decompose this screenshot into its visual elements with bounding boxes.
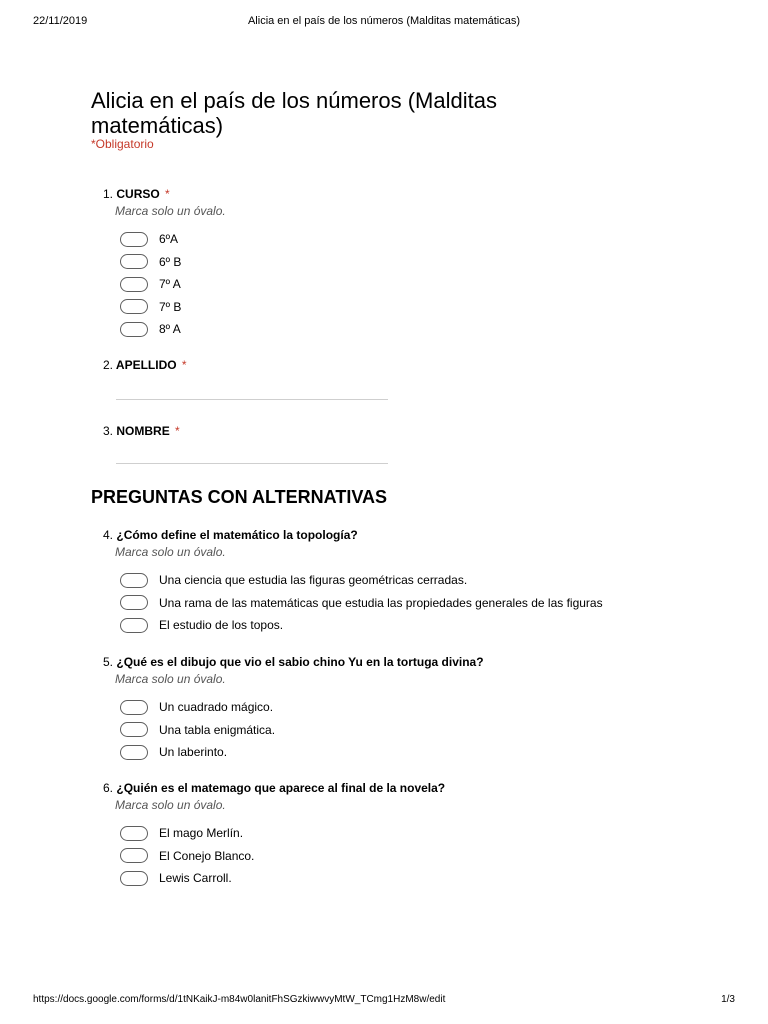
radio-oval[interactable] [120,618,148,633]
question-hint: Marca solo un óvalo. [115,672,226,686]
radio-oval[interactable] [120,700,148,715]
option-item[interactable] [120,719,723,742]
option-label: Lewis Carroll. [159,871,232,886]
question-number: 4. [103,528,114,542]
radio-oval[interactable] [120,232,148,247]
option-item[interactable] [120,614,723,637]
print-url: https://docs.google.com/forms/d/1tNKaikJ-m84w0lanitFhSGzkiwwvyMtW_TCmg1HzM8w/edit [33,994,446,1005]
option-item[interactable] [120,845,723,868]
option-item[interactable] [120,569,723,592]
print-date: 22/11/2019 [33,15,88,27]
question-topologia [103,527,723,637]
option-label: 7º A [159,277,181,292]
option-label: El Conejo Blanco. [159,848,255,863]
option-label: Una rama de las matemáticas que estudia las propiedades generales de las figuras [159,595,603,610]
radio-oval[interactable] [120,595,148,610]
question-dibujo [103,654,723,764]
page-number: 1/3 [721,994,735,1005]
option-item[interactable] [120,296,723,319]
question-matemago [103,780,723,890]
question-apellido [103,357,723,373]
form-title: Alicia en el país de los números (Malditas matemáticas) [91,88,497,138]
radio-oval[interactable] [120,848,148,863]
question-label [103,780,723,796]
required-mark: * [165,187,170,201]
option-label: 6ºA [159,232,179,247]
section-title: PREGUNTAS CON ALTERNATIVAS [91,487,387,507]
question-number: 5. [103,655,114,669]
radio-oval[interactable] [120,254,148,269]
option-item[interactable] [120,696,723,719]
option-label: El mago Merlín. [159,826,244,841]
radio-oval[interactable] [120,322,148,337]
option-item[interactable] [120,273,723,296]
question-number: 1. [103,187,114,201]
option-list [120,569,723,637]
question-number: 3. [103,424,114,438]
question-label [103,654,723,670]
radio-oval[interactable] [120,277,148,292]
option-label: Una ciencia que estudia las figuras geométricas cerradas. [159,573,468,588]
option-item[interactable] [120,592,723,615]
radio-oval[interactable] [120,871,148,886]
question-label [103,423,723,439]
option-label: Una tabla enigmática. [159,722,276,737]
option-label: El estudio de los topos. [159,618,284,633]
question-text: ¿Qué es el dibujo que vio el sabio chino Yu en la tortuga divina? [116,655,484,669]
question-text: APELLIDO [115,358,177,372]
question-text: NOMBRE [116,424,170,438]
option-item[interactable] [120,741,723,764]
question-label [103,527,723,543]
question-hint: Marca solo un óvalo. [115,545,226,559]
required-mark: * [175,424,180,438]
question-nombre [103,423,723,439]
radio-oval[interactable] [120,573,148,588]
option-list [120,696,723,764]
question-curso [103,186,723,341]
option-label: Un cuadrado mágico. [159,700,274,715]
radio-oval[interactable] [120,745,148,760]
required-mark: * [181,358,187,372]
option-label: 7º B [159,299,182,314]
radio-oval[interactable] [120,826,148,841]
option-item[interactable] [120,251,723,274]
radio-oval[interactable] [120,722,148,737]
option-item[interactable] [120,867,723,890]
option-item[interactable] [120,822,723,845]
question-label [103,357,723,373]
question-number: 2. [103,358,114,372]
nombre-field[interactable] [116,463,388,464]
question-hint: Marca solo un óvalo. [115,204,226,218]
option-label: 6º B [159,254,182,269]
option-item[interactable] [120,318,723,341]
required-note: *Obligatorio [91,137,154,151]
question-text: ¿Cómo define el matemático la topología? [116,528,358,542]
question-hint: Marca solo un óvalo. [115,798,226,812]
option-label: 8º A [159,322,181,337]
apellido-field[interactable] [116,399,388,400]
question-text: ¿Quién es el matemago que aparece al final de la novela? [116,781,446,795]
option-list [120,228,723,341]
option-item[interactable] [120,228,723,251]
radio-oval[interactable] [120,299,148,314]
question-label [103,186,723,202]
option-label: Un laberinto. [159,745,228,760]
question-number: 6. [103,781,114,795]
print-title: Alicia en el país de los números (Malditas matemáticas) [247,15,521,27]
option-list [120,822,723,890]
question-text: CURSO [116,187,160,201]
